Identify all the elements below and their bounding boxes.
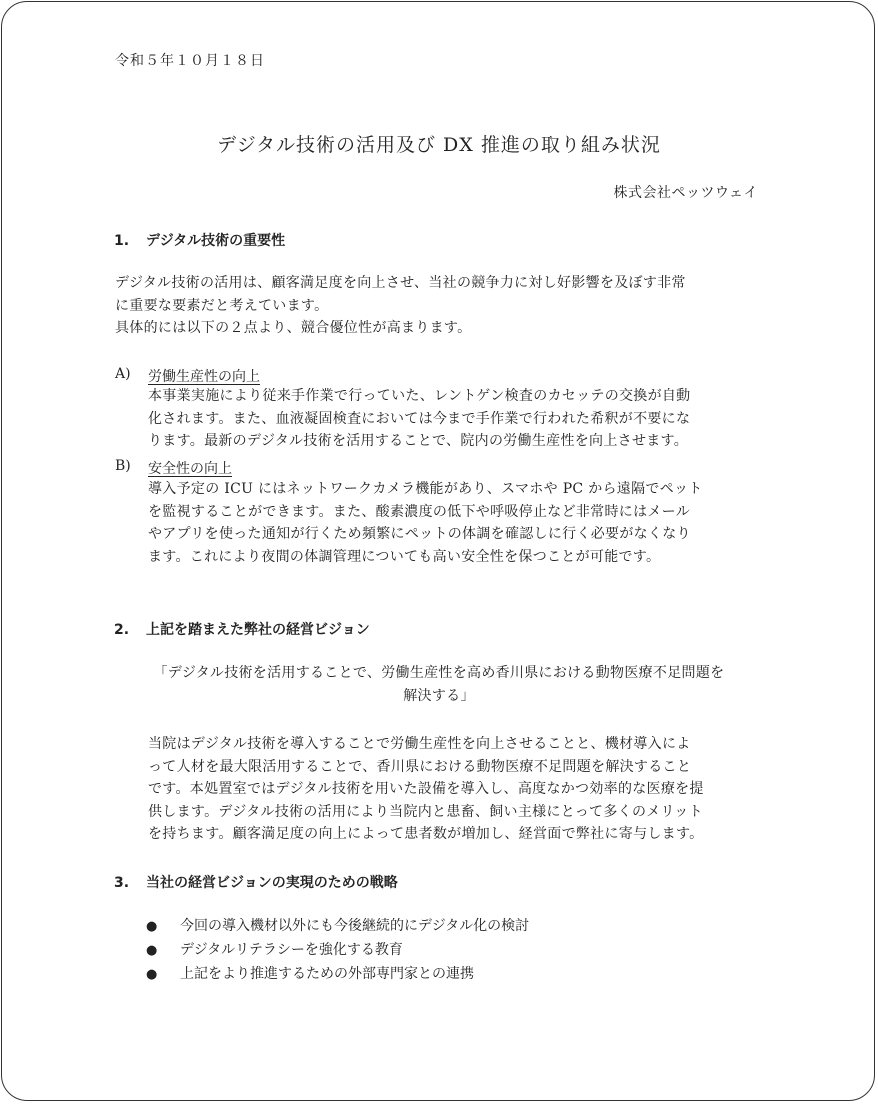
section-3-heading xyxy=(114,872,398,892)
item-a-line: ります。最新のデジタル技術を活用することで、院内の労働生産性を向上させます。 xyxy=(148,433,689,449)
strategy-bullet-item xyxy=(146,963,474,983)
item-b-line: 導入予定の ICU にはネットワークカメラ機能があり、スマホや PC から遠隔でペット xyxy=(148,481,703,497)
vision-line: 「デジタル技術を活用することで、労働生産性を高め香川県における動物医療不足問題を xyxy=(153,665,725,681)
strategy-bullet-item xyxy=(146,915,529,935)
item-a-line: 本事業実施により従来手作業で行っていた、レントゲン検査のカセッテの交換が自動 xyxy=(148,388,691,404)
document-date: 令和５年１０月１８日 xyxy=(115,53,265,69)
intro-line: に重要な要素だと考えています。 xyxy=(115,297,329,314)
section-3-number: 3. xyxy=(114,875,130,891)
section-2-line: 供します。デジタル技術の活用により当院内と患畜、飼い主様にとって多くのメリット xyxy=(148,803,703,820)
bullet-icon: ● xyxy=(146,919,158,934)
bullet-text: 今回の導入機材以外にも今後継続的にデジタル化の検討 xyxy=(180,918,530,934)
section-3-title: 当社の経営ビジョンの実現のための戦略 xyxy=(146,875,398,891)
section-1-number: 1. xyxy=(114,233,130,249)
vision-line: 解決する」 xyxy=(403,687,475,704)
item-b-line: やアプリを使った通知が行くため頻繁にペットの体調を確認しに行く必要がなくなり xyxy=(148,526,691,542)
item-b-label: B) xyxy=(115,458,131,474)
strategy-bullet-item xyxy=(146,939,403,959)
item-b-line: ます。これにより夜間の体調管理についても高い安全性を保つことが可能です。 xyxy=(148,548,661,565)
bullet-icon: ● xyxy=(146,967,158,982)
section-2-number: 2. xyxy=(114,622,130,638)
section-2-body xyxy=(148,733,704,846)
item-b-title: 安全性の向上 xyxy=(148,461,232,477)
bullet-text: デジタルリテラシーを強化する教育 xyxy=(180,942,403,958)
vision-statement xyxy=(115,662,763,707)
item-a-body xyxy=(148,385,691,453)
item-b-body xyxy=(148,478,703,568)
item-a-title: 労働生産性の向上 xyxy=(148,369,260,385)
section-2-line: です。本処置室ではデジタル技術を用いた設備を導入し、高度なかつ効率的な医療を提 xyxy=(148,781,704,797)
intro-line: デジタル技術の活用は、顧客満足度を向上させ、当社の競争力に対し好影響を及ぼす非常 xyxy=(115,275,686,291)
section-1-heading xyxy=(114,230,285,250)
company-name: 株式会社ペッツウェイ xyxy=(613,185,758,201)
section-2-line: って人材を最大限活用することで、香川県における動物医療不足問題を解決すること xyxy=(148,758,692,775)
item-a-line: 化されます。また、血液凝固検査においては今まで手作業で行われた希釈が不要にな xyxy=(148,410,691,427)
bullet-icon: ● xyxy=(146,943,158,958)
bullet-text: 上記をより推進するための外部専門家との連携 xyxy=(180,966,474,982)
intro-line: 具体的には以下の２点より、競合優位性が高まります。 xyxy=(115,320,472,336)
document-page xyxy=(1,1,875,1101)
section-2-line: 当院はデジタル技術を導入することで労働生産性を向上させることと、機材導入によ xyxy=(148,736,691,752)
section-2-title: 上記を踏まえた弊社の経営ビジョン xyxy=(146,622,370,638)
section-2-line: を持ちます。顧客満足度の向上によって患者数が増加し、経営面で弊社に寄与します。 xyxy=(148,826,704,842)
section-2-heading xyxy=(114,619,370,639)
document-title: デジタル技術の活用及び DX 推進の取り組み状況 xyxy=(217,134,661,156)
item-a-label: A) xyxy=(115,366,131,382)
section-1-intro xyxy=(115,272,686,340)
section-1-title: デジタル技術の重要性 xyxy=(146,233,286,249)
item-b-line: を監視することができます。また、酸素濃度の低下や呼吸停止など非常時にはメール xyxy=(148,503,690,520)
